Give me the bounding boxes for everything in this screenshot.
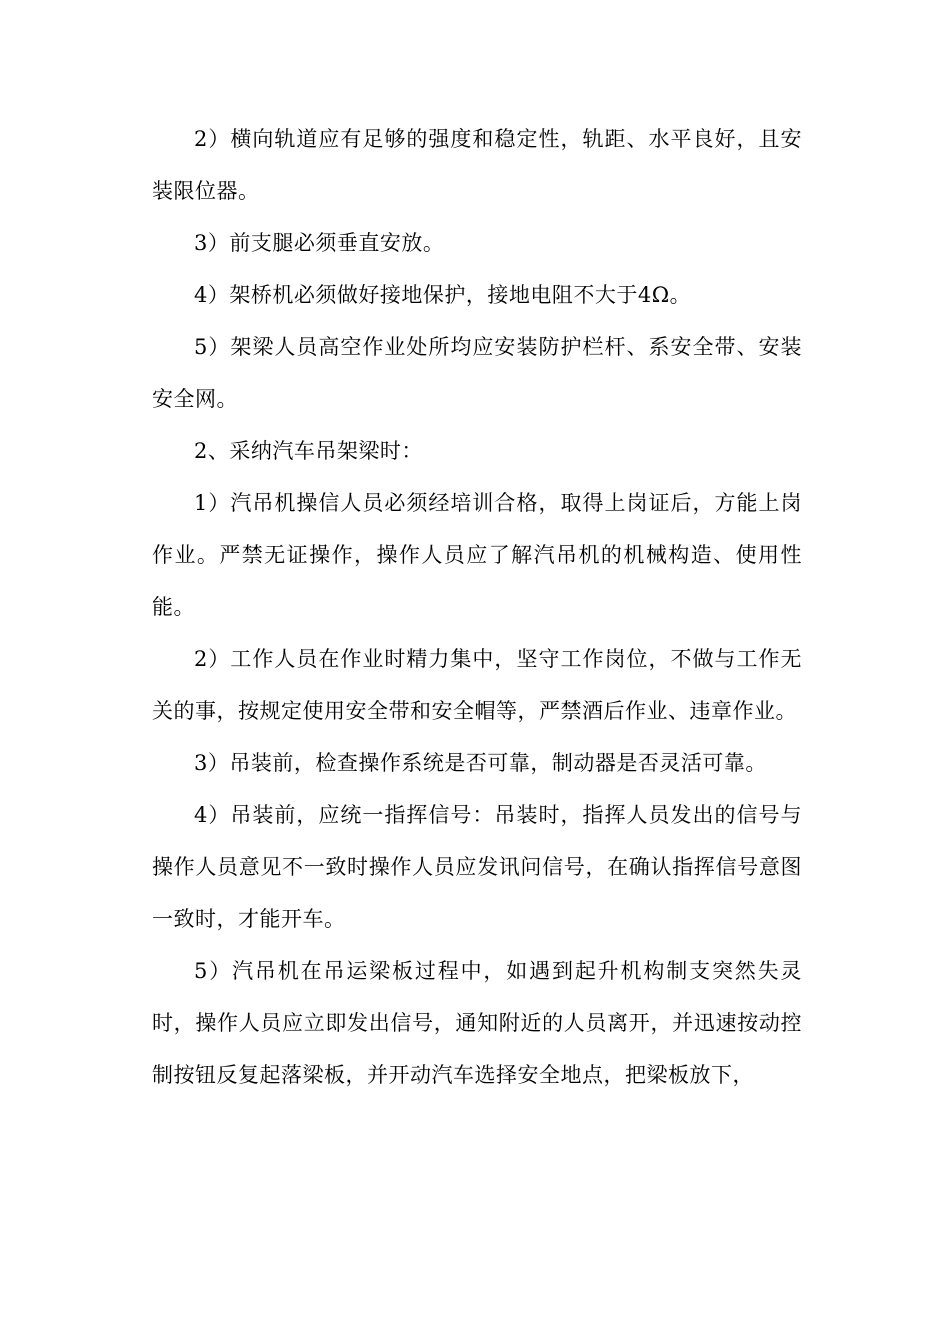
section-heading-truck-crane: 2、采纳汽车吊架梁时： bbox=[194, 439, 423, 463]
paragraph-front-leg: 3）前支腿必须垂直安放。 bbox=[194, 231, 445, 255]
paragraph-signal-command: 4）吊装前，应统一指挥信号：吊装时，指挥人员发出的信号与操作人员意见不一致时操作人员应发讯问信号，在确认指挥信号意图一致时，才能开车。 bbox=[152, 803, 802, 931]
paragraph-brake-failure: 5）汽吊机在吊运梁板过程中，如遇到起升机构制支突然失灵时，操作人员应立即发出信号，通知附近的人员离开，并迅速按动控制按钮反复起落梁板，并开动汽车选择安全地点，把梁板放下， bbox=[152, 959, 802, 1087]
paragraph-high-altitude-safety: 5）架梁人员高空作业处所均应安装防护栏杆、系安全带、安装安全网。 bbox=[152, 335, 802, 411]
paragraph-grounding: 4）架桥机必须做好接地保护，接地电阻不大于4Ω。 bbox=[194, 283, 692, 307]
paragraph-track-requirements: 2）横向轨道应有足够的强度和稳定性，轨距、水平良好，且安装限位器。 bbox=[152, 127, 802, 203]
paragraph-work-discipline: 2）工作人员在作业时精力集中，坚守工作岗位，不做与工作无关的事，按规定使用安全带和安全帽等，严禁酒后作业、违章作业。 bbox=[152, 647, 802, 723]
paragraph-pre-lift-check: 3）吊装前，检查操作系统是否可靠，制动器是否灵活可靠。 bbox=[194, 751, 767, 775]
document-body bbox=[152, 113, 802, 1101]
paragraph-operator-certification: 1）汽吊机操信人员必须经培训合格，取得上岗证后，方能上岗作业。严禁无证操作，操作人员应了解汽吊机的机械构造、使用性能。 bbox=[152, 491, 802, 619]
